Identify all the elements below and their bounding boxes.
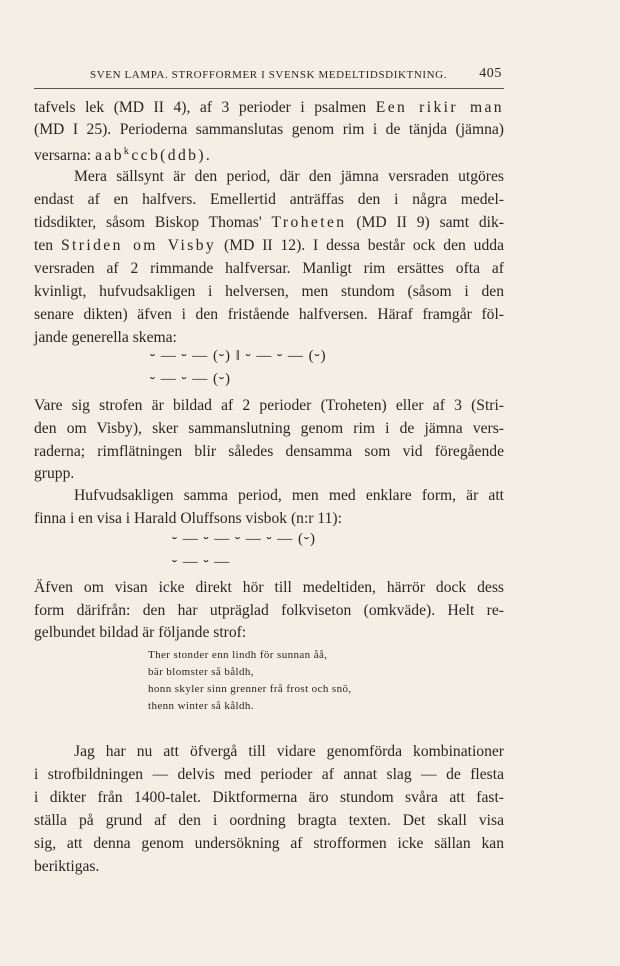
text-segment: tidsdikter, såsom Biskop Thomas' [34, 214, 262, 231]
text-segment: ten [34, 237, 54, 254]
rhyme-superscript: k [123, 146, 132, 157]
poem-line: Ther stonder enn lindh för sunnan åå, [148, 649, 328, 661]
text-line [34, 212, 504, 234]
text-segment: (MD II 12). I dessa består ock den udda [224, 237, 504, 254]
running-header [34, 66, 504, 89]
text-line: Hufvudsakligen samma period, men med enklare form, är att [74, 487, 504, 504]
rhyme-part: aab [95, 147, 124, 164]
spaced-title: Striden om Visby [60, 237, 217, 254]
text-line: form därifrån: den har utpräglad folkviseton (omkväde). Helt re- [34, 602, 504, 619]
text-line: jande generella skema: [34, 329, 177, 346]
metrical-scheme-row: ⏑ — ⏑ — [172, 554, 231, 570]
poem-line: thenn winter så kåldh. [148, 700, 254, 712]
running-title: SVEN LAMPA. STROFFORMER I SVENSK MEDELTIDSDIKTNING. [90, 69, 448, 81]
text-line: kvinligt, hufvudsakligen i helversen, men stundom (såsom i den [34, 283, 504, 300]
text-line: raderna; rimflätningen blir således densamma som vid föregående [34, 443, 504, 460]
text-line: Äfven om visan icke direkt hör till medeltiden, härrör dock dess [34, 579, 504, 596]
text-line: versraden af 2 rimmande halfversar. Manligt rim ersättes ofta af [34, 260, 504, 277]
text-line: ställa på grund af den i oordning bragta texten. Det skall visa [34, 812, 504, 829]
text-line: sig, att denna genom undersökning af strofformen icke sällan kan [34, 835, 504, 852]
poem-line: honn skyler sinn grenner frå frost och snö, [148, 683, 352, 695]
rhyme-scheme [95, 147, 212, 164]
page-number: 405 [479, 66, 502, 81]
text-segment: (MD II 9) samt dik- [356, 214, 504, 231]
text-segment: tafvels lek (MD II 4), af 3 perioder i psalmen [34, 99, 367, 116]
rhyme-part: ccb(ddb). [131, 147, 213, 164]
text-line: beriktigas. [34, 858, 100, 875]
text-line: endast af en halfvers. Emellertid anträffas den i några medel- [34, 191, 504, 208]
text-line: i dikter från 1400-talet. Diktformerna äro stundom svåra att fast- [34, 789, 504, 806]
text-line: Mera sällsynt är den period, där den jämna versraden utgöres [74, 168, 504, 185]
metrical-scheme-row: ⏑ — ⏑ — (⏑) ‖ ⏑ — ⏑ — (⏑) [150, 348, 327, 364]
text-line [34, 141, 504, 167]
metrical-scheme-row: ⏑ — ⏑ — ⏑ — ⏑ — (⏑) [172, 531, 316, 547]
text-line: den om Visby), sker sammanslutning genom rim i de jämna vers- [34, 420, 504, 437]
text-line [34, 97, 504, 119]
spaced-title: Troheten [271, 214, 347, 231]
text-line: Jag har nu att öfvergå till vidare genomförda kombinationer [74, 743, 504, 760]
text-line: finna i en visa i Harald Oluffsons visbok (n:r 11): [34, 510, 342, 527]
text-line: i strofbildningen — delvis med perioder af annat slag — de flesta [34, 766, 504, 783]
text-line [34, 235, 504, 257]
text-line: grupp. [34, 465, 75, 482]
text-line: Vare sig strofen är bildad af 2 perioder (Troheten) eller af 3 (Stri- [34, 397, 504, 414]
poem-line: bär blomster så båldh, [148, 666, 254, 678]
text-line: (MD I 25). Perioderna sammanslutas genom rim i de tänjda (jämna) [34, 121, 504, 138]
text-line: senare dikten) äfven i den fristående halfversen. Häraf framgår föl- [34, 306, 504, 323]
text-segment: versarna: [34, 147, 92, 164]
text-line: gelbundet bildad är följande strof: [34, 624, 247, 641]
spaced-title: Een rikir man [375, 99, 504, 116]
metrical-scheme-row: ⏑ — ⏑ — (⏑) [150, 371, 231, 387]
